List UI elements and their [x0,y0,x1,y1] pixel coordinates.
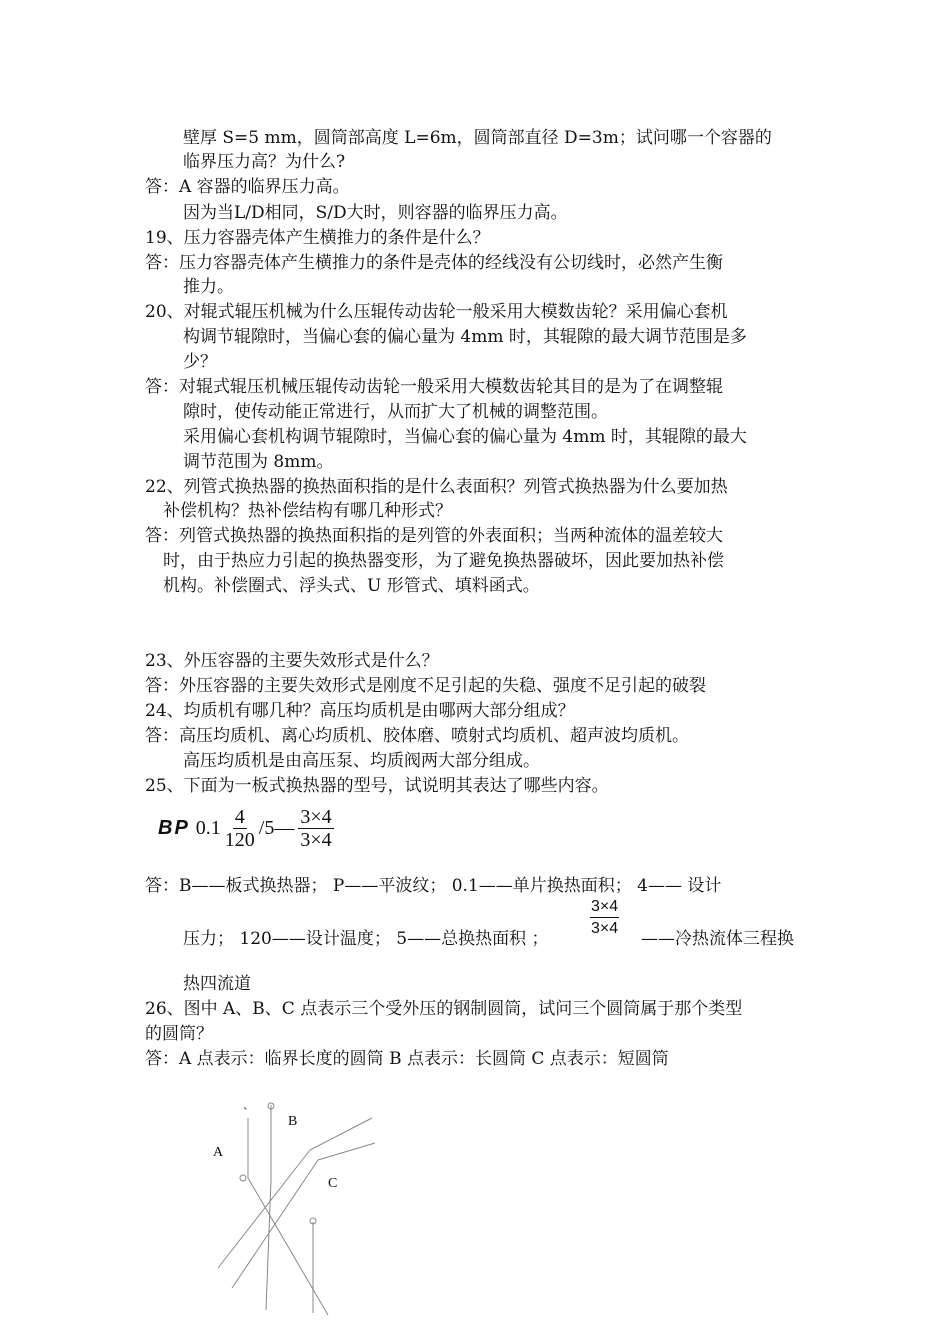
diagram-line [218,1150,310,1268]
text-line: 壁厚 S=5 mm，圆筒部高度 L=6m，圆筒部直径 D=3m；试问哪一个容器的 [183,128,772,148]
diagram-tick-mark: ` [243,1106,248,1121]
text-line: 答：对辊式辊压机械压辊传动齿轮一般采用大模数齿轮其目的是为了在调整辊 [145,377,723,397]
fraction-denominator: 120 [224,829,255,851]
text-line: 因为当L/D相同，S/D大时，则容器的临界压力高。 [183,203,568,223]
text-line: 隙时，使传动能正常进行，从而扩大了机械的调整范围。 [183,402,608,422]
text-line: 答：压力容器壳体产生横推力的条件是壳体的经线没有公切线时，必然产生衡 [145,253,723,273]
text-line: 26、图中 A、B、C 点表示三个受外压的钢制圆筒，试问三个圆筒属于那个类型 [145,999,743,1019]
text-line: 23、外压容器的主要失效形式是什么？ [145,651,439,671]
text-line: 机构。补偿圈式、浮头式、U 形管式、填料函式。 [163,576,540,596]
fraction-denominator: 3×4 [300,829,332,851]
text-line: 采用偏心套机构调节辊隙时，当偏心套的偏心量为 4mm 时，其辊隙的最大 [183,427,747,447]
text-line: 19、压力容器壳体产生横推力的条件是什么？ [145,228,490,248]
text-line: 答：外压容器的主要失效形式是刚度不足引起的失稳、强度不足引起的破裂 [145,676,706,696]
formula-prefix: BP [158,817,190,839]
diagram-line [318,1143,375,1160]
text-line: ——冷热流体三程换 [641,929,794,949]
fraction-numerator: 3×4 [300,806,332,828]
diagram-line [310,1118,372,1150]
text-line: 热四流道 [183,974,251,994]
text-line: 答：A 容器的临界压力高。 [145,177,350,197]
point-a-marker [240,1175,246,1181]
text-line: 的圆筒？ [145,1024,213,1044]
text-line: 少？ [183,352,217,372]
text-line: 补偿机构？热补偿结构有哪几种形式？ [163,501,452,521]
text-line: 答：A 点表示：临界长度的圆筒 B 点表示：长圆筒 C 点表示：短圆筒 [145,1049,669,1069]
diagram-line [266,1180,271,1310]
text-line: 压力； 120——设计温度； 5——总换热面积 ； [183,929,549,949]
diagram-line [232,1160,318,1288]
text-line: 高压均质机是由高压泵、均质阀两大部分组成。 [183,751,540,771]
fraction-denominator: 3×4 [591,920,619,937]
text-line: 构调节辊隙时，当偏心套的偏心量为 4mm 时，其辊隙的最大调节范围是多 [183,327,747,347]
text-line: 24、均质机有哪几种？高压均质机是由哪两大部分组成？ [145,701,575,721]
label-c: C [328,1176,338,1191]
text-line: 答：高压均质机、离心均质机、胶体磨、喷射式均质机、超声波均质机。 [145,726,689,746]
text-line: 答：B——板式换热器； P——平波纹； 0.1——单片换热面积； 4—— 设计 [145,876,722,896]
text-line: 调节范围为 8mm。 [183,452,334,472]
text-line: 临界压力高？为什么? [183,152,346,172]
formula-value: 0.1 [195,817,221,839]
text-line: 推力。 [183,277,234,297]
label-a: A [213,1145,224,1160]
text-line: 时，由于热应力引起的换热器变形，为了避免换热器破坏，因此要加热补偿 [163,551,724,571]
label-b: B [288,1114,298,1129]
text-line: 答：列管式换热器的换热面积指的是列管的外表面积；当两种流体的温差较大 [145,526,723,546]
text-line: 25、下面为一板式换热器的型号，试说明其表达了哪些内容。 [145,776,609,796]
fraction-numerator: 4 [234,806,245,828]
fraction-numerator: 3×4 [590,896,619,918]
text-line: 20、对辊式辊压机械为什么压辊传动齿轮一般采用大模数齿轮？采用偏心套机 [145,302,728,322]
formula-mid: /5— [258,817,295,839]
text-line: 22、列管式换热器的换热面积指的是什么表面积？列管式换热器为什么要加热 [145,477,728,497]
